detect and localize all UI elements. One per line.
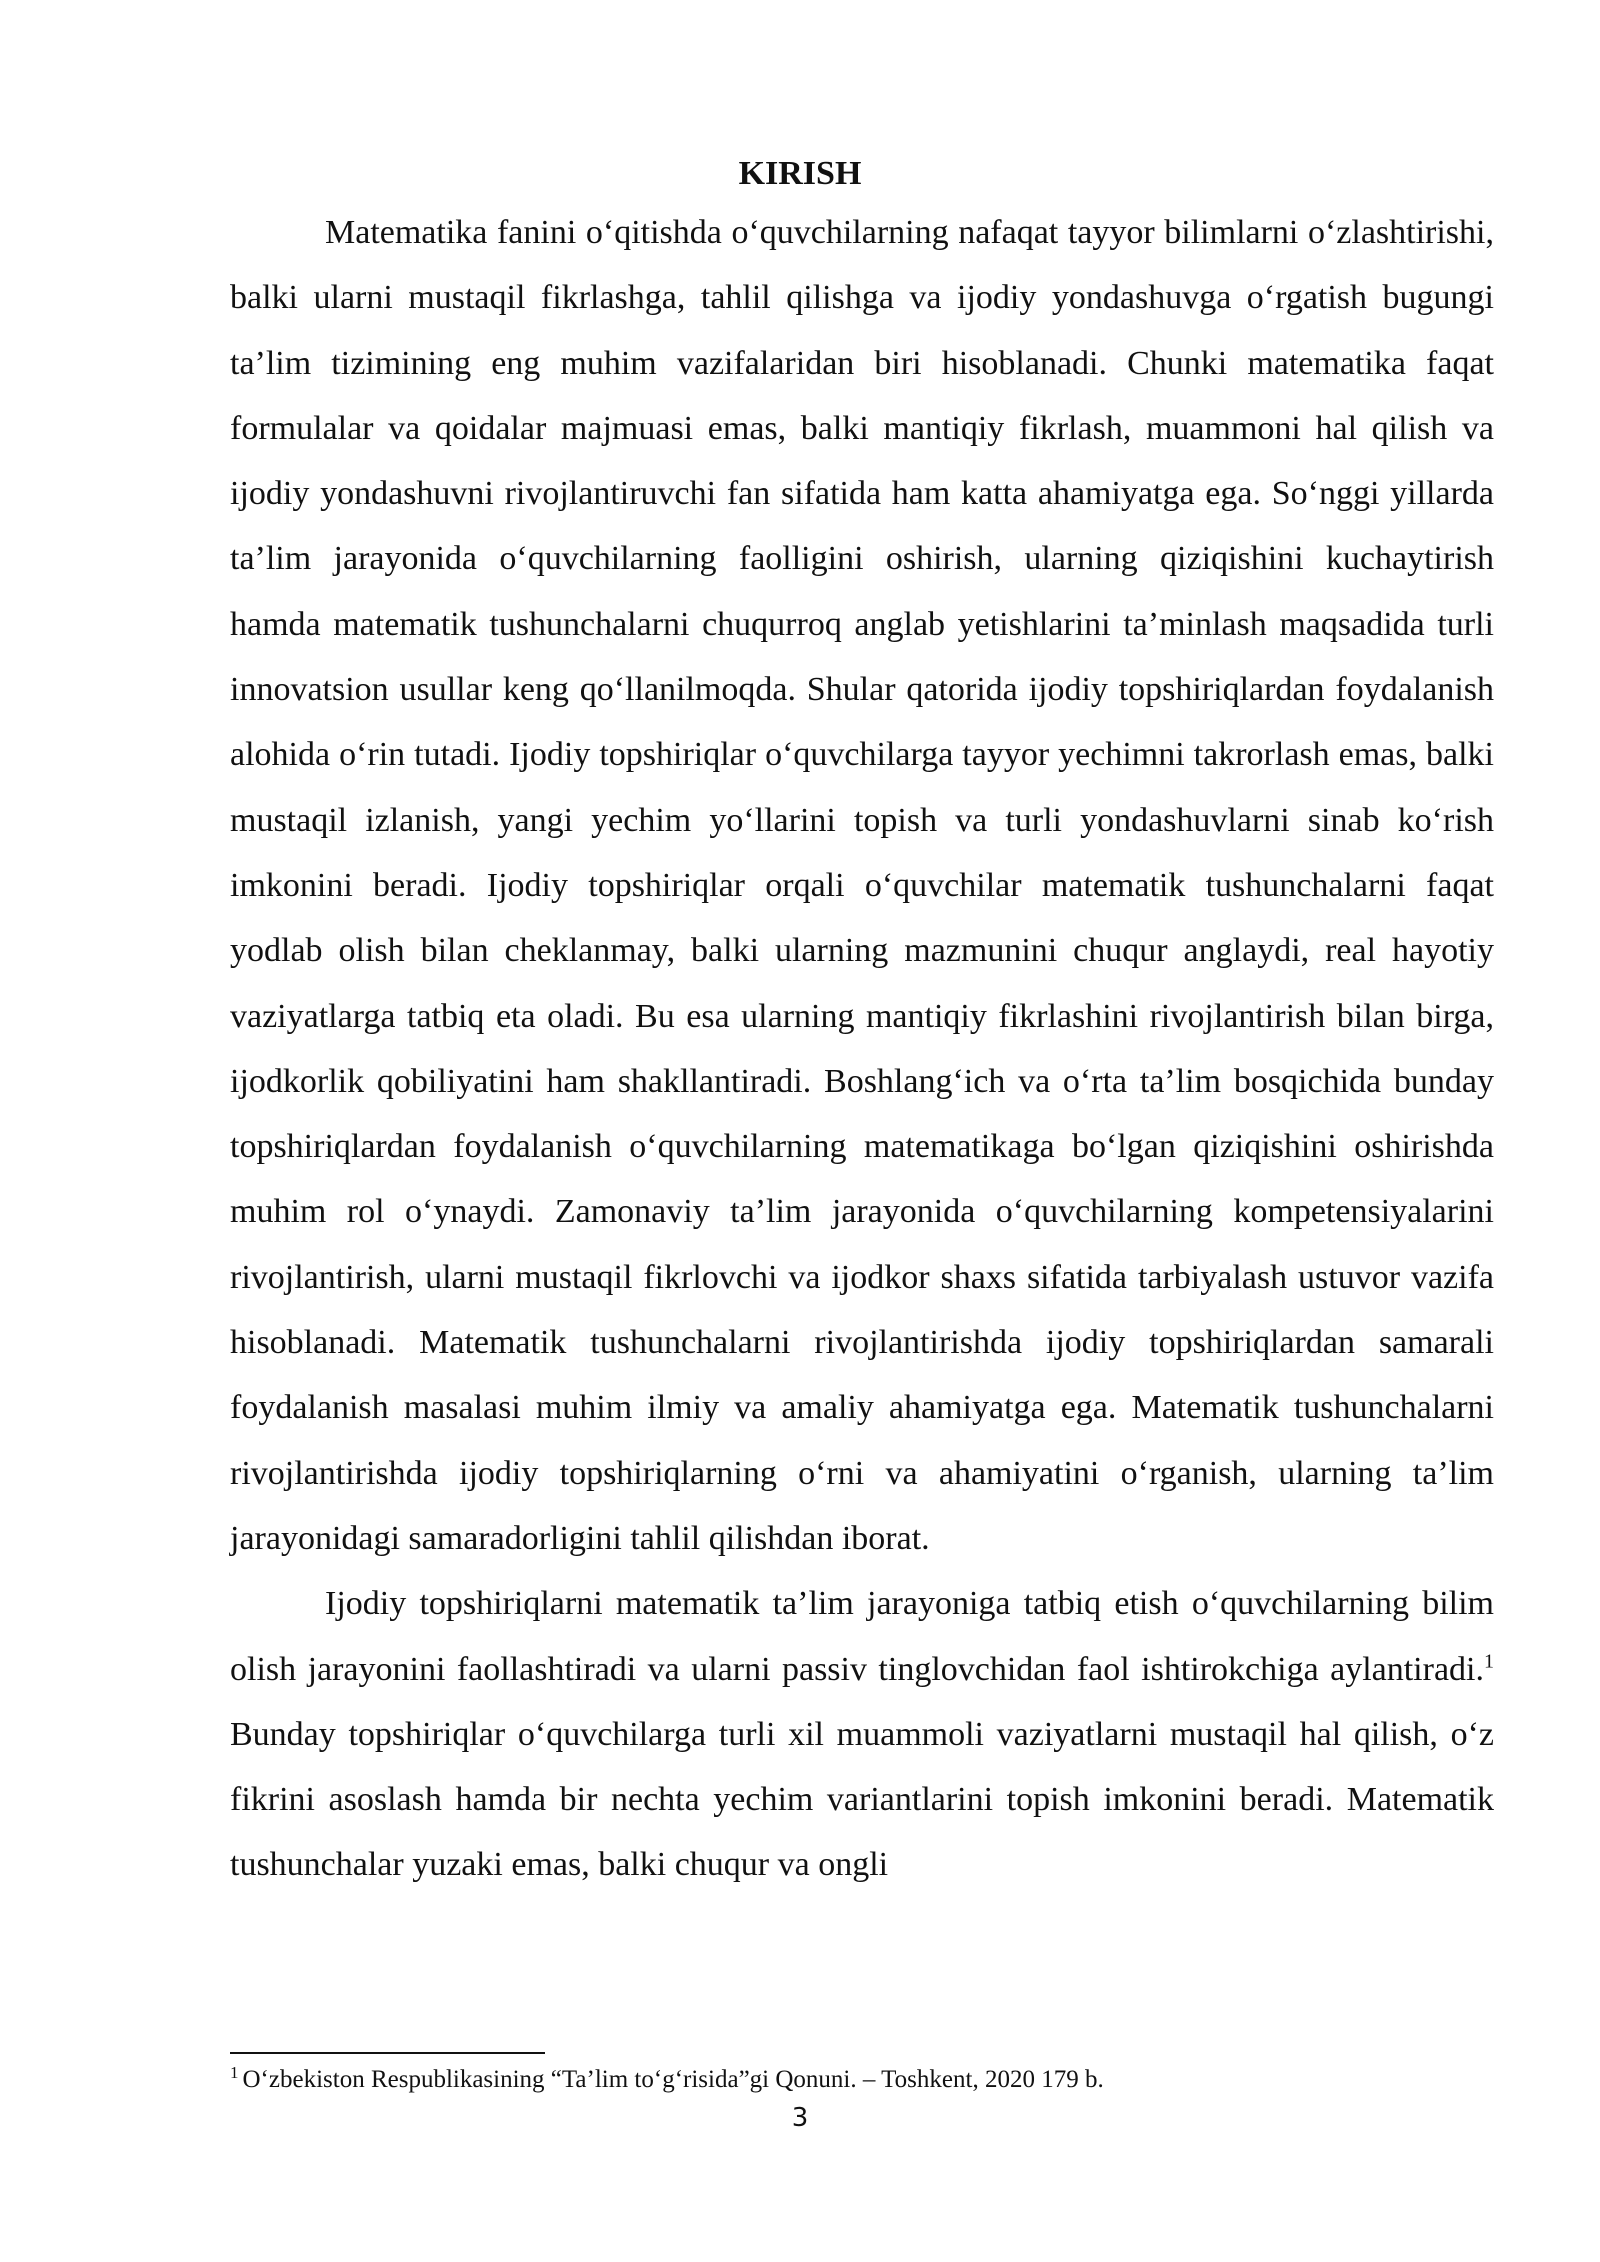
footnote-separator [230, 2052, 545, 2054]
paragraph-1: Matematika fanini oʻqitishda oʻquvchilarning nafaqat tayyor bilimlarni oʻzlashtirishi, balki ularni mustaqil fikrlashga, tahlil qilishga va ijodiy yondashuvga oʻrgatish bugungi ta’lim tizimining eng muhim vazifalaridan biri hisoblanadi. Chunki matematika faqat formulalar va qoidalar majmuasi emas, balki mantiqiy fikrlash, muammoni hal qilish va ijodiy yondashuvni rivojlantiruvchi fan sifatida ham katta ahamiyatga ega. Soʻnggi yillarda ta’lim jarayonida oʻquvchilarning faolligini oshirish, ularning qiziqishini kuchaytirish hamda matematik tushunchalarni chuqurroq anglab yetishlarini ta’minlash maqsadida turli innovatsion usullar keng qoʻllanilmoqda. Shular qatorida ijodiy topshiriqlardan foydalanish alohida oʻrin tutadi. Ijodiy topshiriqlar oʻquvchilarga tayyor yechimni takrorlash emas, balki mustaqil izlanish, yangi yechim yoʻllarini topish va turli yondashuvlarni sinab koʻrish imkonini beradi. Ijodiy topshiriqlar orqali oʻquvchilar matematik tushunchalarni faqat yodlab olish bilan cheklanmay, balki ularning mazmunini chuqur anglaydi, real hayotiy vaziyatlarga tatbiq eta oladi. Bu esa ularning mantiqiy fikrlashini rivojlantirish bilan birga, ijodkorlik qobiliyatini ham shakllantiradi. Boshlangʻich va oʻrta ta’lim bosqichida bunday topshiriqlardan foydalanish oʻquvchilarning matematikaga boʻlgan qiziqishini oshirishda muhim rol oʻynaydi. Zamonaviy ta’lim jarayonida oʻquvchilarning kompetensiyalarini rivojlantirish, ularni mustaqil fikrlovchi va ijodkor shaxs sifatida tarbiyalash ustuvor vazifa hisoblanadi. Matematik tushunchalarni rivojlantirishda ijodiy topshiriqlardan samarali foydalanish masalasi muhim ilmiy va amaliy ahamiyatga ega. Matematik tushunchalarni rivojlantirishda ijodiy topshiriqlarning oʻrni va ahamiyatini oʻrganish, ularning ta’lim jarayonidagi samaradorligini tahlil qilishdan iborat. [230, 214, 1494, 1557]
paragraph-2 [230, 1571, 1494, 1897]
body-text [230, 200, 1494, 1898]
footnote [230, 2060, 1494, 2100]
paragraph-2-end: Bunday topshiriqlar oʻquvchilarga turli xil muammoli vaziyatlarni mustaqil hal qilish, oʻz fikrini asoslash hamda bir nechta yechim variantlarini topish imkonini beradi. Matematik tushunchalar yuzaki emas, balki chuqur va ongli [230, 1715, 1494, 1884]
footnote-text: Oʻzbekiston Respublikasining “Ta’lim toʻgʻrisida”gi Qonuni. – Toshkent, 2020 179 b. [242, 2066, 1104, 2093]
page-number: 3 [791, 2103, 809, 2133]
footnote-reference[interactable]: 1 [1484, 1650, 1494, 1673]
page-heading: KIRISH [738, 155, 862, 192]
footnote-mark: 1 [230, 2062, 239, 2082]
paragraph-2-start: Ijodiy topshiriqlarni matematik ta’lim jarayoniga tatbiq etish oʻquvchilarning bilim olish jarayonini faollashtiradi va ularni passiv tinglovchidan faol ishtirokchiga aylantiradi. [230, 1585, 1494, 1688]
